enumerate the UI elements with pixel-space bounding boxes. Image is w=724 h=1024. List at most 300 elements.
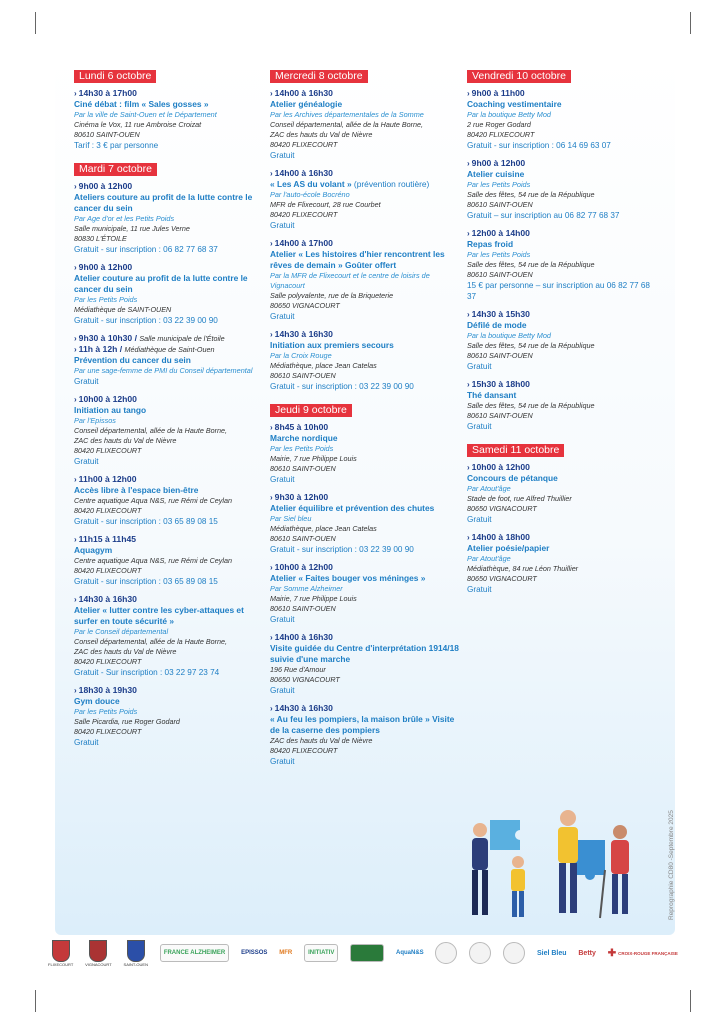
crop-mark — [690, 12, 691, 34]
event-organizer: Par la ville de Saint-Ouen et le Département — [74, 110, 217, 119]
event-info: Gratuit — [270, 757, 295, 766]
address-line: 80650 VIGNACOURT — [270, 301, 340, 310]
event-title — [74, 485, 254, 496]
epissos-logo — [241, 950, 267, 956]
event-title — [270, 99, 460, 110]
address-line: Médiathèque, 84 rue Léon Thuillier — [467, 564, 579, 573]
event-time-text: 10h00 à 12h00 — [78, 394, 137, 404]
event-info: 15 € par personne – sur inscription au 06 82 77 68 37 — [467, 281, 650, 301]
event-title — [467, 390, 657, 401]
event-time-text: 11h15 à 11h45 — [78, 534, 137, 544]
address-line: 80610 SAINT-OUEN — [270, 604, 336, 613]
chevron-right-icon: › — [467, 380, 470, 389]
event-title-text: Concours de pétanque — [467, 473, 558, 483]
event-time — [270, 168, 460, 179]
column-2 — [270, 66, 460, 775]
saint-ouen-logo — [124, 940, 148, 967]
event-info: Gratuit — [74, 738, 99, 747]
event-organizer: Par la boutique Betty Mod — [467, 331, 551, 340]
event-time-text: 14h30 à 16h30 — [274, 703, 333, 713]
france-alzheimer-logo — [160, 944, 229, 962]
address-line: Médiathèque de SAINT-OUEN — [74, 305, 172, 314]
event-time-text: 9h00 à 12h00 — [78, 181, 133, 191]
event-title-text: Coaching vestimentaire — [467, 99, 562, 109]
event-title — [74, 192, 254, 214]
logo-caption: FLIXECOURT — [48, 961, 74, 967]
event-time-text: 9h30 à 12h00 — [274, 492, 329, 502]
column-3 — [467, 66, 657, 603]
round-emblem-icon — [435, 942, 457, 964]
event-item — [74, 262, 254, 326]
event-title-text: Initiation aux premiers secours — [270, 340, 394, 350]
event-title — [270, 249, 460, 271]
column-1 — [74, 66, 254, 756]
event-time — [74, 594, 254, 605]
event-organizer: Par les Archives départementales de la Somme — [270, 110, 424, 119]
address-line: 80830 L'ÉTOILE — [74, 234, 127, 243]
day-label: Lundi 6 octobre — [74, 70, 156, 83]
event-time — [74, 534, 254, 545]
round-emblem-icon — [503, 942, 525, 964]
event-time-text: 14h00 à 16h30 — [274, 632, 333, 642]
address-line: 80420 FLIXECOURT — [74, 727, 142, 736]
event-title — [467, 99, 657, 110]
chevron-right-icon: › — [74, 182, 77, 191]
event-organizer: Par Siel bleu — [270, 514, 312, 523]
event-time-text: 14h00 à 17h00 — [274, 238, 333, 248]
event-time — [74, 474, 254, 485]
siel-bleu-logo — [537, 950, 567, 957]
event-time — [74, 88, 254, 99]
address-line: Salle Picardia, rue Roger Godard — [74, 717, 180, 726]
event-item — [467, 158, 657, 221]
day-label: Mardi 7 octobre — [74, 163, 157, 176]
event-address — [270, 454, 460, 474]
event-title — [74, 273, 254, 295]
event-organizer: Par la Croix Rouge — [270, 351, 332, 360]
day-label: Samedi 11 octobre — [467, 444, 564, 457]
event-item — [74, 394, 254, 467]
event-title — [74, 696, 254, 707]
event-info: Gratuit — [467, 515, 492, 524]
event-time-location: Salle municipale de l'Étoile — [139, 334, 225, 343]
event-time-text: 15h30 à 18h00 — [471, 379, 530, 389]
event-time — [74, 685, 254, 696]
event-time — [467, 379, 657, 390]
event-info: Gratuit - sur inscription : 06 82 77 68 37 — [74, 245, 218, 254]
event-time-text: 14h30 à 15h30 — [471, 309, 530, 319]
event-title — [467, 543, 657, 554]
chevron-right-icon: › — [467, 533, 470, 542]
chevron-right-icon: › — [74, 535, 77, 544]
address-line: 2 rue Roger Godard — [467, 120, 531, 129]
event-organizer: Par les Petits Poids — [74, 707, 138, 716]
vignacourt-crest-icon — [89, 940, 107, 962]
event-organizer: Par une sage-femme de PMI du Conseil départemental — [74, 366, 253, 375]
event-time — [74, 394, 254, 405]
event-title-text: Visite guidée du Centre d'interprétation 1914/18 suivie d'une marche — [270, 643, 459, 664]
chevron-right-icon: › — [74, 686, 77, 695]
address-line: ZAC des hauts du Val de Nièvre — [270, 736, 373, 745]
round-logo-1 — [435, 942, 457, 964]
address-line: Cinéma le Vox, 11 rue Ambroise Croizat — [74, 120, 202, 129]
address-line: Salle des fêtes, 54 rue de la République — [467, 190, 595, 199]
event-time — [467, 88, 657, 99]
aqua-logo — [396, 950, 424, 956]
event-title — [74, 99, 254, 110]
event-time — [74, 181, 254, 192]
event-title-text: « Les AS du volant » — [270, 179, 352, 189]
logo-mark: Siel Bleu — [536, 949, 567, 957]
event-time — [467, 462, 657, 473]
event-item — [270, 632, 460, 696]
chevron-right-icon: › — [74, 475, 77, 484]
event-time-text: 11h00 à 12h00 — [78, 474, 137, 484]
event-time — [467, 158, 657, 169]
logo-mark: AquaN&S — [395, 950, 424, 956]
event-info: Gratuit - sur inscription : 03 22 39 00 90 — [270, 382, 414, 391]
logo-mark: EPISSOS — [241, 950, 268, 956]
event-info: Gratuit — [467, 422, 492, 431]
address-line: 80610 SAINT-OUEN — [74, 130, 140, 139]
event-organizer: Par Atout'âge — [467, 554, 511, 563]
event-title — [270, 179, 460, 190]
event-title — [74, 605, 254, 627]
address-line: Salle polyvalente, rue de la Briqueterie — [270, 291, 394, 300]
event-organizer: Par Age d'or et les Petits Poids — [74, 214, 175, 223]
event-title — [270, 433, 460, 444]
chevron-right-icon: › — [270, 89, 273, 98]
event-address — [74, 556, 254, 576]
event-organizer: Par Atout'âge — [467, 484, 511, 493]
croix-rouge-logo — [608, 948, 678, 959]
logo-mark: Betty — [578, 949, 596, 957]
event-address — [467, 341, 657, 361]
flixecourt-logo — [48, 940, 73, 967]
event-title — [467, 169, 657, 180]
event-time-text: 9h00 à 11h00 — [471, 88, 525, 98]
event-item — [74, 88, 254, 151]
event-address — [270, 291, 460, 311]
day-section — [467, 440, 657, 595]
event-title — [74, 545, 254, 556]
event-title — [270, 503, 460, 514]
event-time — [270, 238, 460, 249]
event-time — [270, 492, 460, 503]
event-title-text: Initiation au tango — [74, 405, 147, 415]
crop-mark — [35, 990, 36, 1012]
event-time — [467, 228, 657, 239]
address-line: Conseil départemental, allée de la Haute Borne, — [74, 426, 228, 435]
address-line: 80420 FLIXECOURT — [74, 446, 142, 455]
event-item — [74, 474, 254, 527]
address-line: 80610 SAINT-OUEN — [467, 270, 533, 279]
round-logo-3 — [503, 942, 525, 964]
event-address — [467, 190, 657, 210]
event-address — [467, 260, 657, 280]
event-item — [270, 562, 460, 625]
event-address — [467, 494, 657, 514]
event-item — [270, 88, 460, 161]
crop-mark — [690, 990, 691, 1012]
event-title-text: Atelier cuisine — [467, 169, 525, 179]
event-title-text: Thé dansant — [467, 390, 517, 400]
address-line: ZAC des hauts du Val de Nièvre — [74, 647, 177, 656]
event-address — [270, 665, 460, 685]
event-item — [467, 379, 657, 432]
chevron-right-icon: › — [270, 563, 273, 572]
day-label: Jeudi 9 octobre — [270, 404, 352, 417]
chevron-right-icon: › — [270, 169, 273, 178]
betty-logo — [578, 950, 596, 957]
chevron-right-icon: › — [270, 633, 273, 642]
chevron-right-icon: › — [270, 330, 273, 339]
event-time — [270, 632, 460, 643]
address-line: 80420 FLIXECOURT — [74, 506, 142, 515]
chevron-right-icon: › — [270, 493, 273, 502]
event-address — [270, 120, 460, 150]
event-time-text: 12h00 à 14h00 — [471, 228, 530, 238]
address-line: Mairie, 7 rue Philippe Louis — [270, 454, 357, 463]
event-info: Gratuit - Sur inscription : 03 22 97 23 74 — [74, 668, 220, 677]
event-time-text: 10h00 à 12h00 — [471, 462, 530, 472]
round-emblem-icon — [469, 942, 491, 964]
address-line: Conseil départemental, allée de la Haute Borne, — [74, 637, 228, 646]
event-title-text: Aquagym — [74, 545, 113, 555]
address-line: ZAC des hauts du Val de Nièvre — [74, 436, 177, 445]
address-line: 80610 SAINT-OUEN — [270, 464, 336, 473]
chevron-right-icon: › — [270, 704, 273, 713]
logo-mark: MFR — [279, 950, 293, 956]
event-info: Gratuit — [270, 312, 295, 321]
event-info: Gratuit — [270, 221, 295, 230]
address-line: Salle municipale, 11 rue Jules Verne — [74, 224, 190, 233]
day-label: Mercredi 8 octobre — [270, 70, 368, 83]
event-organizer: Par l'auto-école Bocréno — [270, 190, 350, 199]
address-line: 80420 FLIXECOURT — [467, 130, 535, 139]
event-time-text: 14h30 à 16h30 — [274, 329, 333, 339]
chevron-right-icon: › — [467, 463, 470, 472]
event-item — [270, 168, 460, 231]
event-time-text: 9h00 à 12h00 — [471, 158, 526, 168]
event-title-text: Gym douce — [74, 696, 120, 706]
event-title-text: Atelier « Les histoires d'hier rencontrent les rêves de demain » Goûter offert — [270, 249, 445, 270]
event-info: Gratuit — [270, 686, 295, 695]
event-info: Gratuit - sur inscription : 03 22 39 00 90 — [270, 545, 414, 554]
flixecourt-crest-icon — [52, 940, 70, 962]
event-info: Gratuit — [467, 585, 492, 594]
round-logo-2 — [469, 942, 491, 964]
event-time-text: 14h00 à 18h00 — [471, 532, 530, 542]
chevron-right-icon: › — [74, 395, 77, 404]
chevron-right-icon: › — [74, 334, 77, 343]
event-title-text: Ciné débat : film « Sales gosses » — [74, 99, 209, 109]
event-title-text: Défilé de mode — [467, 320, 527, 330]
event-item — [270, 492, 460, 555]
logo-caption: CROIX-ROUGE FRANÇAISE — [618, 950, 678, 956]
address-line: Médiathèque, place Jean Catelas — [270, 524, 377, 533]
event-info: Gratuit — [270, 151, 295, 160]
saint-ouen-crest-icon — [127, 940, 145, 962]
logo-mark: FRANCE ALZHEIMER — [160, 944, 229, 962]
red-cross-icon: ✚ — [607, 947, 617, 959]
event-time-location: Médiathèque de Saint-Ouen — [124, 345, 215, 354]
event-item — [74, 181, 254, 255]
address-line: Stade de foot, rue Alfred Thuillier — [467, 494, 572, 503]
event-info: Gratuit - sur inscription : 03 65 89 08 15 — [74, 517, 218, 526]
event-item — [74, 534, 254, 587]
event-time — [467, 532, 657, 543]
address-line: Salle des fêtes, 54 rue de la République — [467, 260, 595, 269]
event-info: Gratuit - sur inscription : 06 14 69 63 07 — [467, 141, 611, 150]
event-title-text: Prévention du cancer du sein — [74, 355, 191, 365]
emblem-icon — [350, 944, 384, 962]
event-time-text: 14h00 à 16h30 — [274, 88, 333, 98]
initiativ-logo — [304, 944, 338, 962]
event-title — [270, 573, 460, 584]
event-time-text: 14h30 à 17h00 — [78, 88, 137, 98]
event-address — [74, 224, 254, 244]
event-time — [270, 329, 460, 340]
event-organizer: Par les Petits Poids — [270, 444, 334, 453]
address-line: Centre aquatique Aqua N&S, rue Rémi de Ceylan — [74, 556, 232, 565]
address-line: 80610 SAINT-OUEN — [270, 534, 336, 543]
partner-logos — [48, 935, 678, 971]
event-title-text: Marche nordique — [270, 433, 338, 443]
event-time-text: 11h à 12h / — [78, 344, 123, 354]
event-time-text: 10h00 à 12h00 — [274, 562, 333, 572]
event-item — [270, 422, 460, 485]
event-organizer: Par les Petits Poids — [74, 295, 138, 304]
people-puzzle-illustration — [450, 800, 660, 925]
event-organizer: Par l'Epissos — [74, 416, 116, 425]
event-organizer: Par les Petits Poids — [467, 180, 531, 189]
day-section — [74, 159, 254, 748]
event-address — [467, 401, 657, 421]
event-address — [74, 717, 254, 737]
event-title-text: Atelier « lutter contre les cyber-attaques et surfer en toute sécurité » — [74, 605, 244, 626]
address-line: 80420 FLIXECOURT — [74, 657, 142, 666]
day-label: Vendredi 10 octobre — [467, 70, 571, 83]
chevron-right-icon: › — [74, 89, 77, 98]
event-item — [74, 594, 254, 678]
chevron-right-icon: › — [74, 263, 77, 272]
address-line: 80650 VIGNACOURT — [270, 675, 340, 684]
event-address — [270, 361, 460, 381]
event-title — [270, 340, 460, 351]
event-organizer: Par le Conseil départemental — [74, 627, 169, 636]
event-title-text: Atelier poésie/papier — [467, 543, 550, 553]
logo-caption: VIGNACOURT — [85, 961, 112, 967]
event-title-text: Accès libre à l'espace bien-être — [74, 485, 199, 495]
address-line: Salle des fêtes, 54 rue de la République — [467, 341, 595, 350]
address-line: Conseil départemental, allée de la Haute Borne, — [270, 120, 424, 129]
event-organizer: Par Somme Alzheimer — [270, 584, 343, 593]
day-section — [270, 400, 460, 767]
event-time-text: 18h30 à 19h30 — [78, 685, 137, 695]
event-info: Gratuit — [270, 475, 295, 484]
event-title — [74, 355, 254, 366]
event-info: Gratuit — [74, 377, 99, 386]
chevron-right-icon: › — [74, 345, 77, 354]
event-title-text: « Au feu les pompiers, la maison brûle » Visite de la caserne des pompiers — [270, 714, 455, 735]
event-address — [467, 120, 657, 140]
emblem-logo — [350, 944, 384, 962]
event-address — [270, 594, 460, 614]
chevron-right-icon: › — [467, 229, 470, 238]
event-title-note: (prévention routière) — [351, 179, 430, 189]
crop-mark — [35, 12, 36, 34]
event-address — [467, 564, 657, 584]
address-line: Médiathèque, place Jean Catelas — [270, 361, 377, 370]
day-section — [270, 66, 460, 392]
event-title-text: Atelier équilibre et prévention des chutes — [270, 503, 435, 513]
address-line: 80610 SAINT-OUEN — [467, 200, 533, 209]
event-info: Gratuit — [467, 362, 492, 371]
event-address — [74, 496, 254, 516]
address-line: 80420 FLIXECOURT — [74, 566, 142, 575]
address-line: 80420 FLIXECOURT — [270, 210, 338, 219]
logo-caption: SAINT-OUEN — [123, 961, 148, 967]
event-info: Gratuit — [74, 457, 99, 466]
event-title — [270, 643, 460, 665]
event-title — [74, 405, 254, 416]
event-item — [270, 238, 460, 322]
event-time — [270, 703, 460, 714]
event-title — [467, 473, 657, 484]
event-time-text: 9h30 à 10h30 / — [78, 333, 137, 343]
event-address — [270, 736, 460, 756]
event-address — [270, 524, 460, 544]
address-line: Mairie, 7 rue Philippe Louis — [270, 594, 357, 603]
event-title — [467, 239, 657, 250]
event-title — [467, 320, 657, 331]
event-time-text: 8h45 à 10h00 — [274, 422, 329, 432]
address-line: 80610 SAINT-OUEN — [467, 411, 533, 420]
event-time — [74, 262, 254, 273]
chevron-right-icon: › — [467, 89, 470, 98]
event-info: Gratuit – sur inscription au 06 82 77 68 37 — [467, 211, 620, 220]
event-address — [270, 200, 460, 220]
logo-mark: INITIATIV — [304, 944, 338, 962]
address-line: 80610 SAINT-OUEN — [270, 371, 336, 380]
address-line: 80420 FLIXECOURT — [270, 140, 338, 149]
vignacourt-logo — [85, 940, 112, 967]
event-time — [467, 309, 657, 320]
chevron-right-icon: › — [74, 595, 77, 604]
event-time — [270, 562, 460, 573]
address-line: MFR de Flixecourt, 28 rue Courbet — [270, 200, 381, 209]
event-title-text: Atelier « Faites bouger vos méninges » — [270, 573, 426, 583]
mfr-logo — [279, 950, 292, 956]
event-time — [270, 88, 460, 99]
event-item — [467, 462, 657, 525]
event-item — [467, 532, 657, 595]
chevron-right-icon: › — [270, 239, 273, 248]
day-section — [74, 66, 254, 151]
event-address — [74, 637, 254, 667]
event-title-text: Atelier couture au profit de la lutte contre le cancer du sein — [74, 273, 248, 294]
event-info: Tarif : 3 € par personne — [74, 141, 159, 150]
address-line: Salle des fêtes, 54 rue de la République — [467, 401, 595, 410]
event-item — [467, 309, 657, 372]
address-line: 196 Rue d'Amour — [270, 665, 326, 674]
address-line: Centre aquatique Aqua N&S, rue Rémi de Ceylan — [74, 496, 232, 505]
chevron-right-icon: › — [467, 310, 470, 319]
event-item — [270, 703, 460, 767]
event-title — [270, 714, 460, 736]
event-address — [74, 305, 254, 315]
